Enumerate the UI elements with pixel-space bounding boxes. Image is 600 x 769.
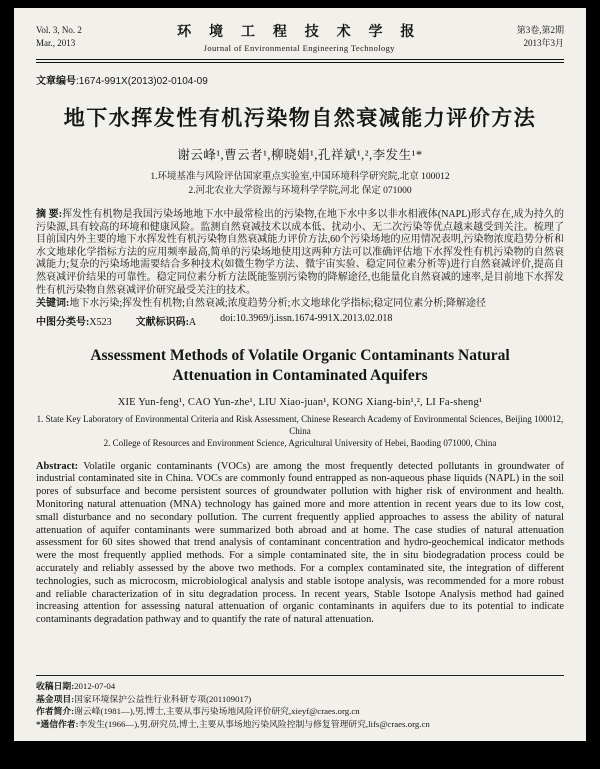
clc-label: 中图分类号: bbox=[36, 316, 90, 328]
received-date-label: 收稿日期: bbox=[36, 681, 75, 692]
document-code-value: A bbox=[188, 316, 197, 328]
keywords-cn bbox=[36, 298, 564, 311]
journal-header bbox=[36, 21, 564, 53]
author-bio-line bbox=[36, 705, 564, 717]
received-date-value: 2012-07-04 bbox=[74, 681, 116, 692]
journal-issue-cn: 第3卷,第2期 bbox=[516, 25, 564, 35]
abstract-en-body: Volatile organic contaminants (VOCs) are among the most frequently detected pollutants in groundwater of industrial contaminated site in China. VOCs are commonly found entrapped as non-aqueous phase liquids (NAPL) in the soil pores of subsurface and become persistent sources of groundwater pollution with higher risk of environment and health. Monitoring natural attenuation (MNA) technology has gained more and more attention in recent years due to its low cost, small disturbance and no secondary pollution. The current frequently applied approaches to assess the ability of natural attenuation of aquifer contaminants were summarized both abroad and at home. The case studies of natural attenuation assessment for 60 sites showed that trend analysis of contaminant concentration and hydro-geochemical indicator methods were the most frequently applied methods. For a simple contaminated site, the in situ biodegradation process could be accurately and reliably assessed by the above two methods. For a complex contaminated site, the integration of different technologies, such as microcosm, microbiological analysis and stable isotope analysis, was recommended for a more robust and reliable characterization of in situ degradation process. In recent years, Stable Isotope Analysis method had gained increasing attention for assessing natural attenuation of organic contaminants in aquifers due to its potential to indicate contaminants degradation pathway and to quantify the rate of natural attenuation. bbox=[36, 460, 564, 626]
journal-issue-block bbox=[517, 24, 564, 50]
journal-volume: Vol. 3, No. 2 bbox=[36, 25, 82, 35]
abstract-cn-label: 摘 要: bbox=[36, 209, 63, 220]
funding-value: 国家环境保护公益性行业科研专项(201109017) bbox=[74, 693, 252, 704]
document-code-label: 文献标识码: bbox=[135, 316, 189, 328]
authors-en: XIE Yun-feng¹, CAO Yun-zhe¹, LIU Xiao-juan¹, KONG Xiang-bin¹,², LI Fa-sheng¹ bbox=[117, 396, 483, 408]
corresponding-author-value: 李发生(1966—),男,研究员,博士,主要从事场地污染风险控制与修复管理研究,lifs@craes.org.cn bbox=[78, 718, 430, 729]
abstract-en-label: Abstract: bbox=[36, 460, 79, 472]
affiliation-cn-1: 1.环境基准与风险评估国家重点实验室,中国环境科学研究院,北京 100012 bbox=[150, 172, 450, 182]
journal-volume-block bbox=[36, 24, 82, 50]
abstract-cn bbox=[36, 209, 564, 297]
affiliation-en-2: 2. College of Resources and Environment Science, Agricultural University of Hebei, Baoding 071000, China bbox=[103, 438, 497, 449]
classification-line bbox=[36, 313, 564, 328]
corresponding-author-line bbox=[36, 718, 564, 730]
journal-date-en: Mar., 2013 bbox=[36, 38, 76, 48]
abstract-en bbox=[36, 461, 564, 627]
doi-text: doi:10.3969/j.issn.1674-991X.2013.02.018 bbox=[220, 312, 393, 324]
corresponding-author-label: *通信作者: bbox=[36, 718, 79, 729]
author-bio-value: 谢云峰(1981—),男,博士,主要从事污染场地风险评价研究,xieyf@craes.org.cn bbox=[74, 706, 360, 717]
footnote-rule bbox=[36, 675, 564, 676]
affiliation-en-1: 1. State Key Laboratory of Environmental Criteria and Risk Assessment, Chinese Research Academy of Environmental Sciences, Beijing 100012, China bbox=[36, 413, 564, 437]
journal-title-cn: 环 境 工 程 技 术 学 报 bbox=[177, 23, 422, 39]
header-rule bbox=[36, 59, 564, 63]
paper-title-cn: 地下水挥发性有机污染物自然衰减能力评价方法 bbox=[63, 107, 537, 130]
keywords-cn-body: 地下水污染;挥发性有机物;自然衰减;浓度趋势分析;水文地球化学指标;稳定同位素分析;降解途径 bbox=[69, 298, 487, 310]
abstract-cn-body: 挥发性有机物是我国污染场地地下水中最常检出的污染物,在地下水中多以非水相液体(NAPL)形式存在,成为持久的污染源,具有较高的环境和健康风险。监测自然衰减技术以成本低、扰动小、无二次污染等优点越来越受到关注。梳理了目前国内外主要的地下水挥发性有机污染物自然衰减能力评价方法,60个污染场地的应用情况表明,污染物浓度趋势分析和水文地球化学指标方法的应用频率最高,简单的污染场地使用这两种方法可以准确评估地下水挥发性有机污染物的自然衰减能力;复杂的污染场地需要结合多种技术(如微生物学方法、微宇宙实验、稳定同位素分析等)进行自然衰减评价,提高自然衰减评价结果的可靠性。稳定同位素分析方法既能鉴别污染物的降解途径,也能量化自然衰减的速率,是目前地下水挥发性有机污染物自然衰减评价研究最受关注的技术。 bbox=[36, 209, 564, 296]
author-bio-label: 作者简介: bbox=[36, 706, 75, 717]
article-number-label: 文章编号 bbox=[36, 76, 76, 87]
received-date-line bbox=[36, 680, 564, 692]
clc-number bbox=[36, 313, 112, 328]
journal-date-cn: 2013年3月 bbox=[523, 38, 564, 48]
affiliation-cn-2: 2.河北农业大学资源与环境科学学院,河北 保定 071000 bbox=[188, 185, 412, 196]
paper-title-en: Assessment Methods of Volatile Organic Contaminants Natural Attenuation in Contaminated Aquifers bbox=[90, 346, 510, 384]
article-number-line bbox=[36, 72, 564, 87]
keywords-cn-label: 关键词: bbox=[36, 298, 70, 310]
paper-page bbox=[14, 8, 586, 741]
funding-label: 基金项目: bbox=[36, 693, 75, 704]
footnote-block bbox=[36, 675, 564, 730]
clc-value: X523 bbox=[89, 316, 112, 328]
journal-title-en: Journal of Environmental Engineering Technology bbox=[203, 43, 395, 53]
affiliations-en bbox=[36, 413, 564, 450]
authors-cn: 谢云峰¹,曹云者¹,柳晓娟¹,孔祥斌¹,²,李发生¹* bbox=[177, 148, 423, 162]
funding-line bbox=[36, 693, 564, 705]
journal-title-block bbox=[82, 21, 517, 53]
document-code bbox=[136, 313, 197, 328]
article-number-value: :1674-991X(2013)02-0104-09 bbox=[76, 76, 208, 87]
